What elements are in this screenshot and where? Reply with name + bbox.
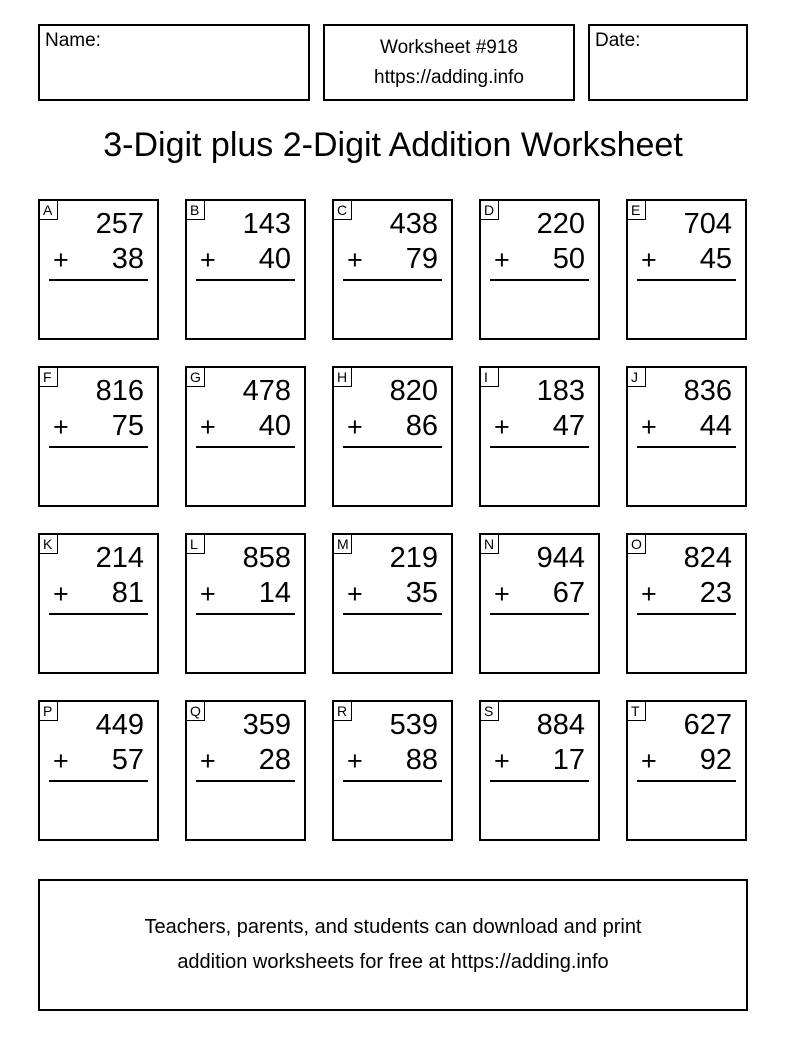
problem-letter: E — [627, 200, 646, 220]
plus-sign: + — [200, 412, 216, 442]
plus-sign: + — [494, 746, 510, 776]
problem-card — [38, 366, 159, 507]
answer-line — [637, 279, 736, 281]
answer-line — [196, 446, 295, 448]
bottom-addend: 75 — [111, 410, 144, 442]
answer-line — [637, 780, 736, 782]
answer-line — [343, 446, 442, 448]
bottom-addend: 40 — [258, 243, 291, 275]
bottom-addend: 79 — [405, 243, 438, 275]
answer-line — [196, 780, 295, 782]
bottom-addend: 17 — [552, 744, 585, 776]
top-addend: 858 — [242, 542, 291, 574]
problem-letter: I — [480, 367, 499, 387]
bottom-addend: 50 — [552, 243, 585, 275]
problem-letter: T — [627, 701, 646, 721]
problem-card — [185, 199, 306, 340]
answer-line — [49, 613, 148, 615]
worksheet-url: https://adding.info — [374, 67, 524, 88]
problem-letter: R — [333, 701, 352, 721]
plus-sign: + — [494, 579, 510, 609]
problem-card — [626, 533, 747, 674]
answer-line — [490, 446, 589, 448]
top-addend: 143 — [242, 208, 291, 240]
plus-sign: + — [347, 412, 363, 442]
bottom-addend: 35 — [405, 577, 438, 609]
top-addend: 438 — [389, 208, 438, 240]
answer-line — [49, 446, 148, 448]
problem-letter: F — [39, 367, 58, 387]
bottom-addend: 67 — [552, 577, 585, 609]
bottom-addend: 86 — [405, 410, 438, 442]
answer-line — [343, 279, 442, 281]
problem-card — [626, 199, 747, 340]
top-addend: 884 — [536, 709, 585, 741]
plus-sign: + — [200, 579, 216, 609]
top-addend: 359 — [242, 709, 291, 741]
problem-letter: B — [186, 200, 205, 220]
plus-sign: + — [200, 746, 216, 776]
problem-letter: J — [627, 367, 646, 387]
bottom-addend: 38 — [111, 243, 144, 275]
plus-sign: + — [347, 746, 363, 776]
footer-line-2: addition worksheets for free at https://adding.info — [177, 951, 609, 973]
plus-sign: + — [347, 245, 363, 275]
problem-letter: H — [333, 367, 352, 387]
problem-card — [38, 199, 159, 340]
plus-sign: + — [53, 412, 69, 442]
worksheet-number: Worksheet #918 — [379, 37, 518, 58]
problem-card — [332, 533, 453, 674]
bottom-addend: 47 — [552, 410, 585, 442]
top-addend: 539 — [389, 709, 438, 741]
answer-line — [49, 780, 148, 782]
problem-letter: M — [333, 534, 352, 554]
bottom-addend: 14 — [258, 577, 291, 609]
problem-card — [479, 700, 600, 841]
top-addend: 824 — [683, 542, 732, 574]
plus-sign: + — [641, 245, 657, 275]
problem-letter: C — [333, 200, 352, 220]
problem-letter: G — [186, 367, 205, 387]
problem-card — [38, 533, 159, 674]
top-addend: 220 — [536, 208, 585, 240]
problem-card — [185, 366, 306, 507]
problem-card — [332, 366, 453, 507]
problem-letter: N — [480, 534, 499, 554]
plus-sign: + — [641, 746, 657, 776]
top-addend: 214 — [95, 542, 144, 574]
top-addend: 257 — [95, 208, 144, 240]
answer-line — [49, 279, 148, 281]
worksheet-info-box — [323, 24, 575, 101]
problem-card — [626, 366, 747, 507]
bottom-addend: 57 — [111, 744, 144, 776]
top-addend: 627 — [683, 709, 732, 741]
top-addend: 816 — [95, 375, 144, 407]
answer-line — [343, 780, 442, 782]
bottom-addend: 88 — [405, 744, 438, 776]
answer-line — [196, 613, 295, 615]
top-addend: 449 — [95, 709, 144, 741]
problem-letter: S — [480, 701, 499, 721]
bottom-addend: 81 — [111, 577, 144, 609]
problem-card — [479, 366, 600, 507]
answer-line — [343, 613, 442, 615]
plus-sign: + — [347, 579, 363, 609]
answer-line — [637, 613, 736, 615]
plus-sign: + — [53, 245, 69, 275]
bottom-addend: 23 — [699, 577, 732, 609]
plus-sign: + — [53, 579, 69, 609]
problem-card — [626, 700, 747, 841]
plus-sign: + — [494, 245, 510, 275]
problem-card — [479, 199, 600, 340]
plus-sign: + — [494, 412, 510, 442]
name-box — [38, 24, 310, 101]
date-box — [588, 24, 748, 101]
top-addend: 183 — [536, 375, 585, 407]
top-addend: 219 — [389, 542, 438, 574]
top-addend: 836 — [683, 375, 732, 407]
bottom-addend: 28 — [258, 744, 291, 776]
bottom-addend: 45 — [699, 243, 732, 275]
date-label: Date: — [595, 30, 641, 51]
plus-sign: + — [53, 746, 69, 776]
name-label: Name: — [45, 30, 101, 51]
plus-sign: + — [641, 412, 657, 442]
problem-card — [332, 700, 453, 841]
problem-letter: O — [627, 534, 646, 554]
footer-box — [38, 879, 748, 1011]
problem-card — [185, 700, 306, 841]
page-title: 3-Digit plus 2-Digit Addition Worksheet — [103, 126, 683, 164]
problem-card — [38, 700, 159, 841]
top-addend: 704 — [683, 208, 732, 240]
answer-line — [490, 613, 589, 615]
bottom-addend: 92 — [699, 744, 732, 776]
problem-card — [185, 533, 306, 674]
answer-line — [490, 780, 589, 782]
problem-letter: L — [186, 534, 205, 554]
answer-line — [637, 446, 736, 448]
problem-letter: K — [39, 534, 58, 554]
problem-card — [332, 199, 453, 340]
problem-letter: A — [39, 200, 58, 220]
top-addend: 820 — [389, 375, 438, 407]
answer-line — [490, 279, 589, 281]
footer-line-1: Teachers, parents, and students can download and print — [144, 916, 642, 938]
problem-letter: D — [480, 200, 499, 220]
bottom-addend: 40 — [258, 410, 291, 442]
problem-letter: P — [39, 701, 58, 721]
problem-card — [479, 533, 600, 674]
answer-line — [196, 279, 295, 281]
bottom-addend: 44 — [699, 410, 732, 442]
top-addend: 478 — [242, 375, 291, 407]
plus-sign: + — [200, 245, 216, 275]
top-addend: 944 — [536, 542, 585, 574]
plus-sign: + — [641, 579, 657, 609]
problem-letter: Q — [186, 701, 205, 721]
